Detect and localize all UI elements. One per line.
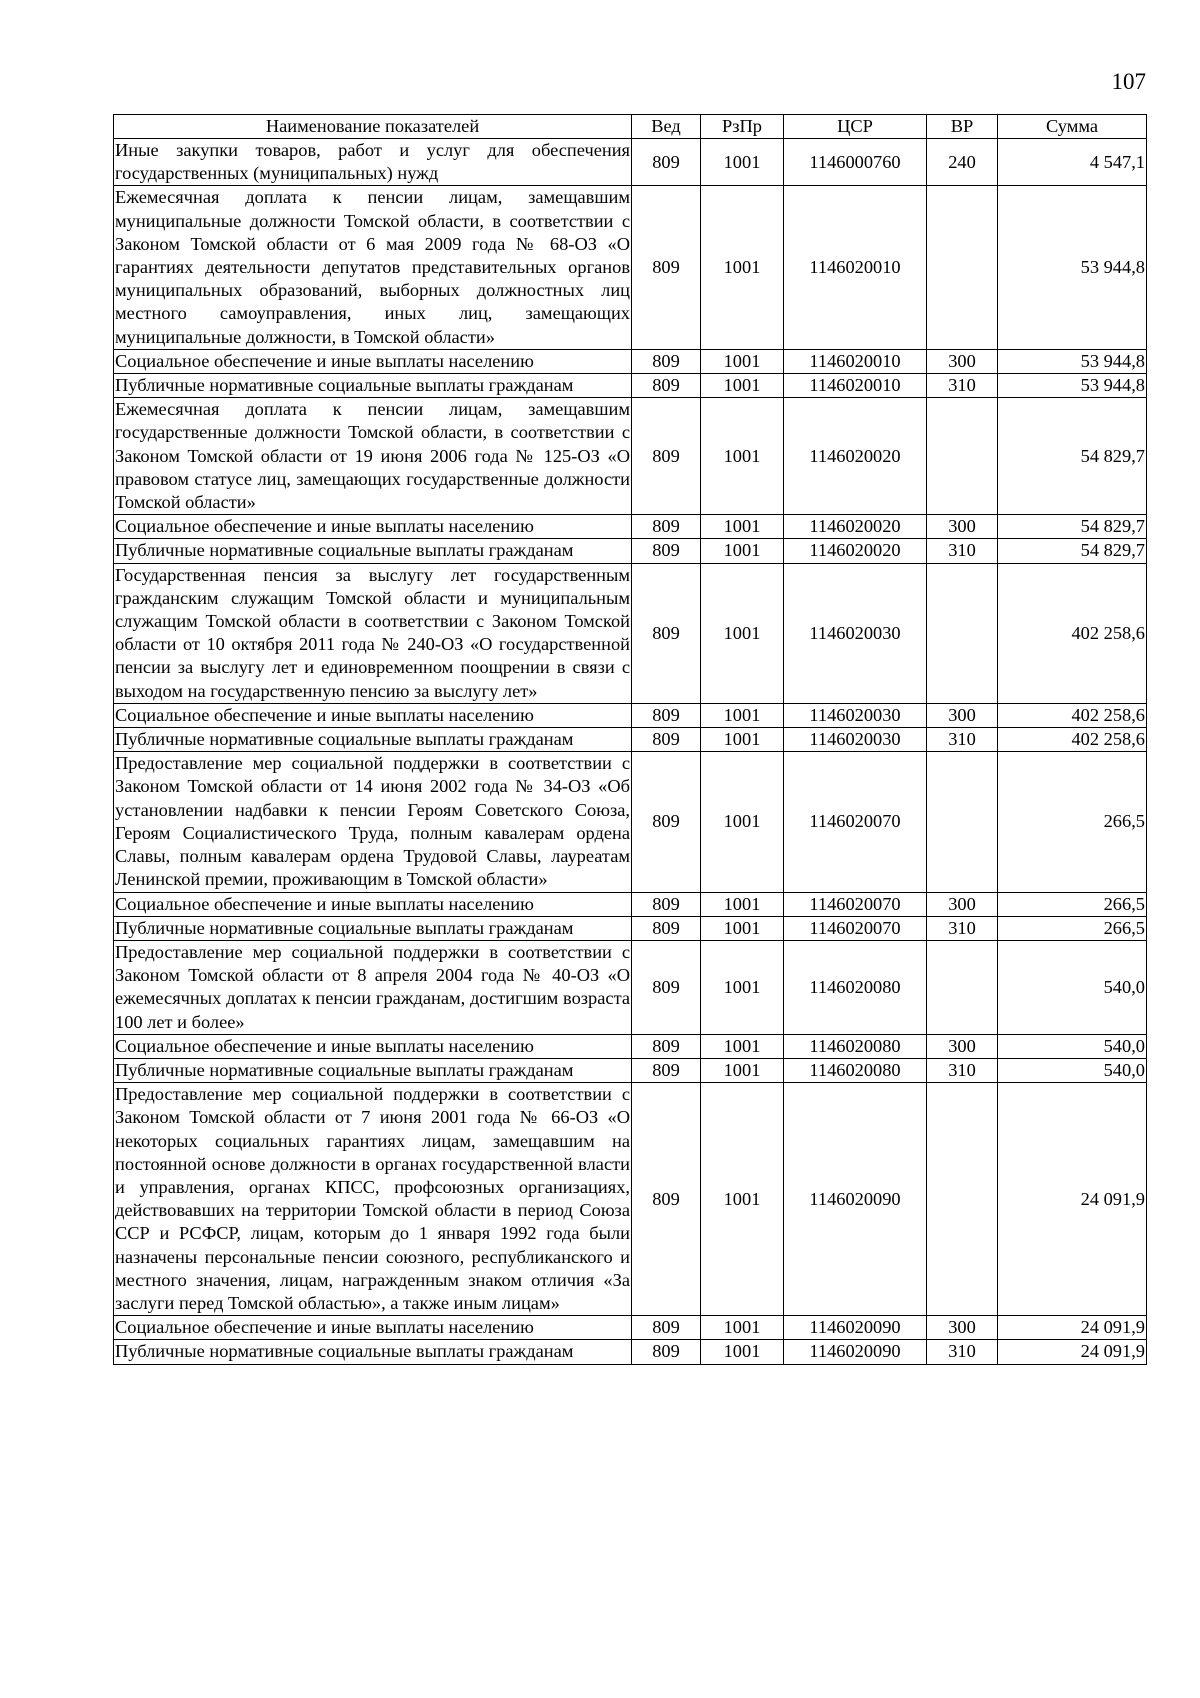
row-vr: [927, 563, 998, 703]
row-sum: 24 091,9: [998, 1083, 1147, 1316]
row-rzpr: 1001: [701, 1316, 784, 1340]
row-sum: 24 091,9: [998, 1340, 1147, 1364]
row-sum: 24 091,9: [998, 1316, 1147, 1340]
row-ved: 809: [632, 186, 701, 349]
table-row: [114, 892, 1147, 916]
row-sum: 540,0: [998, 940, 1147, 1034]
row-rzpr: 1001: [701, 916, 784, 940]
row-sum: 402 258,6: [998, 703, 1147, 727]
row-ved: 809: [632, 916, 701, 940]
row-csr: 1146020080: [784, 1058, 927, 1082]
row-vr: [927, 940, 998, 1034]
row-sum: 53 944,8: [998, 349, 1147, 373]
table-row: [114, 1316, 1147, 1340]
row-vr: 240: [927, 139, 998, 186]
row-ved: 809: [632, 1083, 701, 1316]
table-row: [114, 1058, 1147, 1082]
header-name: Наименование показателей: [114, 115, 632, 139]
row-vr: 310: [927, 1340, 998, 1364]
row-rzpr: 1001: [701, 1058, 784, 1082]
row-name: Социальное обеспечение и иные выплаты населению: [114, 1034, 632, 1058]
row-name: Государственная пенсия за выслугу лет государственным гражданским служащим Томской области и муниципальным служащим Томской области в соответствии с Законом Томской области от 10 октября 2011 года № 240-ОЗ «О государственной пенсии за выслугу лет и единовременном поощрении в связи с выходом на государственную пенсию за выслугу лет»: [114, 563, 632, 703]
table-row: [114, 752, 1147, 892]
row-csr: 1146020020: [784, 398, 927, 515]
row-rzpr: 1001: [701, 515, 784, 539]
row-vr: 300: [927, 703, 998, 727]
row-ved: 809: [632, 892, 701, 916]
row-ved: 809: [632, 539, 701, 563]
row-rzpr: 1001: [701, 703, 784, 727]
row-vr: [927, 1083, 998, 1316]
row-sum: 53 944,8: [998, 186, 1147, 349]
row-vr: 310: [927, 728, 998, 752]
row-rzpr: 1001: [701, 563, 784, 703]
table-row: [114, 186, 1147, 349]
row-name: Социальное обеспечение и иные выплаты населению: [114, 515, 632, 539]
row-csr: 1146020090: [784, 1083, 927, 1316]
row-csr: 1146020020: [784, 515, 927, 539]
row-name: Ежемесячная доплата к пенсии лицам, замещавшим государственные должности Томской области, в соответствии с Законом Томской области от 19 июня 2006 года № 125-ОЗ «О правовом статусе лиц, замещающих государственные должности Томской области»: [114, 398, 632, 515]
row-sum: 402 258,6: [998, 728, 1147, 752]
row-vr: 310: [927, 374, 998, 398]
table-row: [114, 539, 1147, 563]
row-name: Публичные нормативные социальные выплаты гражданам: [114, 374, 632, 398]
row-sum: 266,5: [998, 892, 1147, 916]
row-ved: 809: [632, 752, 701, 892]
row-csr: 1146020070: [784, 752, 927, 892]
table-row: [114, 728, 1147, 752]
row-ved: 809: [632, 1034, 701, 1058]
row-ved: 809: [632, 1316, 701, 1340]
row-vr: 300: [927, 515, 998, 539]
row-rzpr: 1001: [701, 539, 784, 563]
row-vr: 300: [927, 892, 998, 916]
row-name: Публичные нормативные социальные выплаты гражданам: [114, 728, 632, 752]
row-rzpr: 1001: [701, 1034, 784, 1058]
row-csr: 1146020030: [784, 728, 927, 752]
row-sum: 54 829,7: [998, 398, 1147, 515]
row-rzpr: 1001: [701, 940, 784, 1034]
row-rzpr: 1001: [701, 1340, 784, 1364]
row-ved: 809: [632, 728, 701, 752]
row-name: Публичные нормативные социальные выплаты гражданам: [114, 916, 632, 940]
row-name: Предоставление мер социальной поддержки в соответствии с Законом Томской области от 7 июня 2001 года № 66-ОЗ «О некоторых социальных гарантиях лицам, замещавшим на постоянной основе должности в органах государственной власти и управления, органах КПСС, профсоюзных организациях, действовавших на территории Томской области в период Союза ССР и РСФСР, лицам, которым до 1 января 1992 года были назначены персональные пенсии союзного, республиканского и местного значения, лицам, награжденным знаком отличия «За заслуги перед Томской областью», а также иным лицам»: [114, 1083, 632, 1316]
row-name: Публичные нормативные социальные выплаты гражданам: [114, 1058, 632, 1082]
row-csr: 1146020010: [784, 349, 927, 373]
table-row: [114, 916, 1147, 940]
row-rzpr: 1001: [701, 349, 784, 373]
row-vr: 300: [927, 1034, 998, 1058]
row-rzpr: 1001: [701, 139, 784, 186]
row-name: Предоставление мер социальной поддержки в соответствии с Законом Томской области от 14 июня 2002 года № 34-ОЗ «Об установлении надбавки к пенсии Героям Советского Союза, Героям Социалистического Труда, полным кавалерам ордена Славы, полным кавалерам ордена Трудовой Славы, лауреатам Ленинской премии, проживающим в Томской области»: [114, 752, 632, 892]
header-ved: Вед: [632, 115, 701, 139]
row-sum: 53 944,8: [998, 374, 1147, 398]
page-number: 107: [1111, 69, 1146, 94]
row-name: Социальное обеспечение и иные выплаты населению: [114, 1316, 632, 1340]
row-csr: 1146020020: [784, 539, 927, 563]
row-csr: 1146020010: [784, 186, 927, 349]
row-vr: 310: [927, 1058, 998, 1082]
header-vr: ВР: [927, 115, 998, 139]
row-csr: 1146020010: [784, 374, 927, 398]
row-ved: 809: [632, 349, 701, 373]
row-csr: 1146020070: [784, 892, 927, 916]
row-ved: 809: [632, 374, 701, 398]
row-ved: 809: [632, 563, 701, 703]
row-vr: [927, 186, 998, 349]
row-sum: 54 829,7: [998, 539, 1147, 563]
row-csr: 1146020080: [784, 1034, 927, 1058]
row-rzpr: 1001: [701, 892, 784, 916]
table-row: [114, 1083, 1147, 1316]
row-vr: [927, 752, 998, 892]
row-rzpr: 1001: [701, 186, 784, 349]
row-csr: 1146000760: [784, 139, 927, 186]
row-csr: 1146020090: [784, 1340, 927, 1364]
row-sum: 266,5: [998, 752, 1147, 892]
table-row: [114, 1034, 1147, 1058]
table-row: [114, 139, 1147, 186]
row-name: Публичные нормативные социальные выплаты гражданам: [114, 1340, 632, 1364]
row-vr: [927, 398, 998, 515]
row-vr: 310: [927, 916, 998, 940]
row-csr: 1146020030: [784, 703, 927, 727]
row-sum: 266,5: [998, 916, 1147, 940]
row-rzpr: 1001: [701, 374, 784, 398]
row-vr: 300: [927, 1316, 998, 1340]
row-ved: 809: [632, 139, 701, 186]
table-row: [114, 940, 1147, 1034]
row-vr: 300: [927, 349, 998, 373]
table-row: [114, 515, 1147, 539]
row-sum: 402 258,6: [998, 563, 1147, 703]
budget-table: [113, 114, 1147, 1365]
table-row: [114, 1340, 1147, 1364]
row-name: Социальное обеспечение и иные выплаты населению: [114, 349, 632, 373]
table-row: [114, 374, 1147, 398]
table-row: [114, 703, 1147, 727]
row-rzpr: 1001: [701, 728, 784, 752]
table-row: [114, 349, 1147, 373]
row-ved: 809: [632, 1340, 701, 1364]
row-name: Ежемесячная доплата к пенсии лицам, замещавшим муниципальные должности Томской области, в соответствии с Законом Томской области от 6 мая 2009 года № 68-ОЗ «О гарантиях деятельности депутатов представительных органов муниципальных образований, выборных должностных лиц местного самоуправления, иных лиц, замещающих муниципальные должности, в Томской области»: [114, 186, 632, 349]
row-rzpr: 1001: [701, 398, 784, 515]
header-csr: ЦСР: [784, 115, 927, 139]
row-name: Иные закупки товаров, работ и услуг для обеспечения государственных (муниципальных) нужд: [114, 139, 632, 186]
header-sum: Сумма: [998, 115, 1147, 139]
row-name: Предоставление мер социальной поддержки в соответствии с Законом Томской области от 8 апреля 2004 года № 40-ОЗ «О ежемесячных доплатах к пенсии гражданам, достигшим возраста 100 лет и более»: [114, 940, 632, 1034]
row-csr: 1146020080: [784, 940, 927, 1034]
table-row: [114, 398, 1147, 515]
row-csr: 1146020090: [784, 1316, 927, 1340]
row-sum: 540,0: [998, 1058, 1147, 1082]
row-name: Социальное обеспечение и иные выплаты населению: [114, 703, 632, 727]
row-sum: 54 829,7: [998, 515, 1147, 539]
row-ved: 809: [632, 515, 701, 539]
row-ved: 809: [632, 703, 701, 727]
row-name: Публичные нормативные социальные выплаты гражданам: [114, 539, 632, 563]
table-body: [114, 139, 1147, 1365]
row-rzpr: 1001: [701, 752, 784, 892]
row-csr: 1146020030: [784, 563, 927, 703]
row-sum: 4 547,1: [998, 139, 1147, 186]
row-ved: 809: [632, 1058, 701, 1082]
row-csr: 1146020070: [784, 916, 927, 940]
row-sum: 540,0: [998, 1034, 1147, 1058]
header-rzpr: РзПр: [701, 115, 784, 139]
row-ved: 809: [632, 940, 701, 1034]
table-row: [114, 563, 1147, 703]
row-rzpr: 1001: [701, 1083, 784, 1316]
table-header-row: [114, 115, 1147, 139]
row-name: Социальное обеспечение и иные выплаты населению: [114, 892, 632, 916]
row-ved: 809: [632, 398, 701, 515]
row-vr: 310: [927, 539, 998, 563]
